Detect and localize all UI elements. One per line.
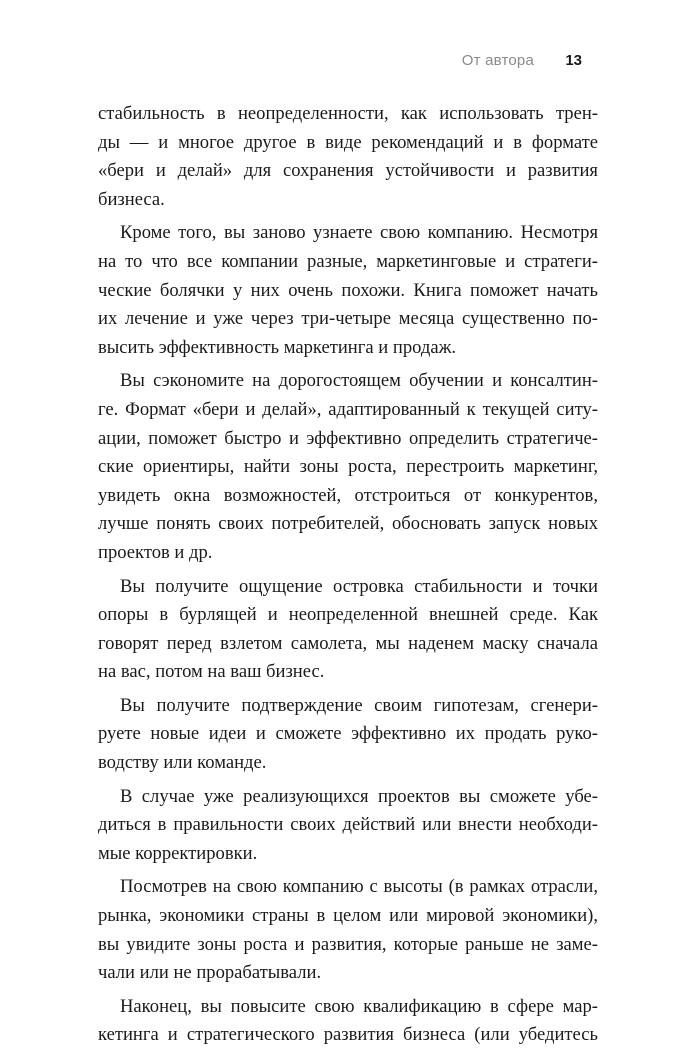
text-line: Посмотрев на свою компанию с высоты (в рамках отрасли, [120,876,598,898]
text-line: лучше понять своих потребителей, обосновать запуск новых [98,513,598,535]
paragraph [98,873,598,987]
text-line: Вы сэкономите на дорогостоящем обучении и консалтин- [120,370,598,392]
text-line: ческие болячки у них очень похожи. Книга поможет начать [98,279,598,301]
text-line: диться в правильности своих действий или внести необходи- [98,814,598,836]
running-title: От автора [461,52,534,69]
text-line: Кроме того, вы заново узнаете свою компанию. Несмотря [120,222,598,244]
paragraph [98,219,598,362]
text-line: рынка, экономики страны в целом или мировой экономики), [98,905,598,927]
text-line: В случае уже реализующихся проектов вы сможете убе- [120,785,598,807]
text-line: мые корректировки. [98,842,258,864]
paragraph [98,367,598,567]
page-number: 13 [565,52,582,69]
text-line: Вы получите подтверждение своим гипотезам, сгенери- [120,694,598,716]
text-line: кетинга и стратегического развития бизнеса (или убедитесь [98,1024,598,1046]
text-line: их лечение и уже через три-четыре месяца существенно по- [98,308,598,330]
text-line: ге. Формат «бери и делай», адаптированный к текущей ситу- [98,398,598,420]
running-header [0,52,680,72]
text-line: ские ориентиры, найти зоны роста, перестроить маркетинг, [98,456,598,478]
paragraph [98,692,598,778]
text-line: проектов и др. [98,541,213,563]
paragraph [98,993,598,1050]
text-line: высить эффективность маркетинга и продаж. [98,336,457,358]
text-line: Наконец, вы повысите свою квалификацию в сфере мар- [120,995,598,1017]
text-line: Вы получите ощущение островка стабильности и точки [120,575,598,597]
text-line: ации, поможет быстро и эффективно определить стратегиче- [98,427,598,449]
text-line: чали или не прорабатывали. [98,962,322,984]
text-line: говорят перед взлетом самолета, мы наденем маску сначала [98,632,598,654]
paragraph [98,783,598,869]
text-line: бизнеса. [98,188,165,210]
text-line: вы увидите зоны роста и развития, которые раньше не заме- [98,933,598,955]
text-line: руете новые идеи и сможете эффективно их продать руко- [98,723,598,745]
text-line: стабильность в неопределенности, как использовать трен- [98,103,598,124]
text-line: ды — и многое другое в виде рекомендаций и в формате [98,131,598,153]
paragraph [98,573,598,687]
text-line: на вас, потом на ваш бизнес. [98,661,325,683]
text-line: «бери и делай» для сохранения устойчивости и развития [98,160,598,182]
text-line: опоры в бурлящей и неопределенной внешней среде. Как [98,604,598,626]
paragraph-continuation [98,100,598,214]
text-line: увидеть окна возможностей, отстроиться от конкурентов, [98,484,598,506]
body-text [98,100,598,1050]
text-line: на то что все компании разные, маркетинговые и стратеги- [98,250,598,272]
text-line: водству или команде. [98,752,267,774]
